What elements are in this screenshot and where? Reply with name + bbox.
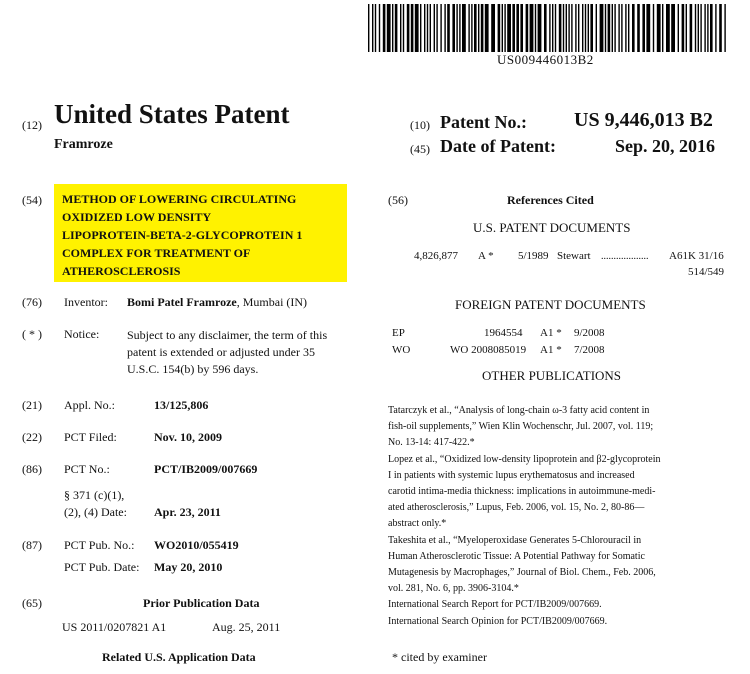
barcode-bar <box>526 4 529 52</box>
barcode-bar <box>498 4 501 52</box>
inventor-label: Inventor: <box>64 295 108 309</box>
barcode-bar <box>585 4 586 52</box>
publication-line: Human Atherosclerotic Tissue: A Potential Pathway for Somatic <box>388 550 645 562</box>
notice-label: Notice: <box>64 327 100 341</box>
barcode-bar <box>379 4 380 52</box>
pct-filed-code: (22) <box>22 430 42 444</box>
barcode-bar <box>578 4 579 52</box>
barcode-bar <box>491 4 495 52</box>
foreign-doc-country: EP <box>392 327 405 339</box>
barcode-bar <box>507 4 511 52</box>
barcode-bar <box>383 4 386 52</box>
barcode-bar <box>715 4 716 52</box>
barcode-bar <box>671 4 675 52</box>
barcode-bar <box>375 4 376 52</box>
notice-text <box>127 327 327 378</box>
foreign-doc-date: 7/2008 <box>574 344 605 356</box>
barcode-bar <box>459 4 460 52</box>
barcode-bar <box>481 4 484 52</box>
publication-line: International Search Opinion for PCT/IB2009/007669. <box>388 615 608 627</box>
us-doc-number: 4,826,877 <box>414 250 458 262</box>
foreign-doc-number: WO 2008085019 <box>450 344 527 356</box>
barcode-bar <box>704 4 705 52</box>
barcode-bar <box>632 4 635 52</box>
barcode-bar <box>678 4 679 52</box>
pct-number: PCT/IB2009/007669 <box>154 462 258 476</box>
pct-no-label: PCT No.: <box>64 462 110 476</box>
pct-pub-label: PCT Pub. No.: <box>64 538 135 552</box>
other-publications-list <box>388 403 661 630</box>
barcode-bar <box>628 4 629 52</box>
patent-number: US 9,446,013 B2 <box>574 109 713 131</box>
prior-pub-number: US 2011/0207821 A1 <box>62 620 167 634</box>
pct-pub-number: WO2010/055419 <box>154 538 239 552</box>
barcode-bar <box>504 4 505 52</box>
barcode-bar <box>420 4 421 52</box>
title-line: COMPLEX FOR TREATMENT OF <box>62 246 251 260</box>
foreign-doc-country: WO <box>392 344 411 356</box>
appl-label: Appl. No.: <box>64 398 115 412</box>
barcode-bar <box>452 4 455 52</box>
barcode-bar <box>485 4 489 52</box>
barcode-bar <box>549 4 550 52</box>
barcode-bar <box>407 4 410 52</box>
barcode-bar <box>478 4 479 52</box>
barcode-bar <box>563 4 564 52</box>
barcode-bar <box>719 4 722 52</box>
prior-pub-date: Aug. 25, 2011 <box>212 620 281 634</box>
barcode-bar <box>538 4 542 52</box>
us-patent-documents-heading: U.S. PATENT DOCUMENTS <box>473 220 631 235</box>
barcode-bar <box>657 4 661 52</box>
appl-code: (21) <box>22 398 42 412</box>
publication-line: vol. 281, No. 6, pp. 3906-3104.* <box>388 583 519 595</box>
us-doc-kind: A * <box>478 250 494 262</box>
publication-line: fish-oil supplements,” Wien Klin Wochenschr, Jul. 2007, vol. 119; <box>388 421 654 433</box>
pct-pub-date: May 20, 2010 <box>154 560 223 574</box>
publication-line: carotid intima-media thickness: implications in autoimmune-medi- <box>388 486 656 498</box>
barcode-bar <box>403 4 404 52</box>
publication-line: Mutagenesis by Macrophages,” Journal of Biol. Chem., Feb. 2006, <box>388 567 656 579</box>
s371-date: Apr. 23, 2011 <box>154 505 221 519</box>
barcode-bar <box>686 4 687 52</box>
barcode-bar <box>582 4 583 52</box>
pct-pub-code: (87) <box>22 538 42 552</box>
publication-line: abstract only.* <box>388 518 447 530</box>
kind-code-10: (10) <box>410 118 430 132</box>
publication-line: I in patients with systemic lupus erythematosus and increased <box>388 469 635 481</box>
inventor-location: , Mumbai (IN) <box>236 295 308 309</box>
barcode-bar <box>625 4 626 52</box>
barcode-bar <box>535 4 536 52</box>
document-type: United States Patent <box>54 99 290 129</box>
title-line: METHOD OF LOWERING CIRCULATING <box>62 192 297 206</box>
notice-line: U.S.C. 154(b) by 596 days. <box>127 362 259 376</box>
foreign-doc-date: 9/2008 <box>574 327 605 339</box>
barcode-bar <box>614 4 615 52</box>
barcode-bar <box>415 4 419 52</box>
s371-line2: (2), (4) Date: <box>64 505 127 519</box>
title-line: ATHEROSCLEROSIS <box>62 264 181 278</box>
barcode-bar <box>512 4 515 52</box>
barcode-bar <box>710 4 713 52</box>
barcode-bar <box>588 4 589 52</box>
publication-line: Lopez et al., “Oxidized low-density lipoprotein and β2-glycoprotein <box>388 453 661 465</box>
publication-line: ated atherosclerosis,” Lupus, Feb. 2006, vol. 15, No. 2, 80-86— <box>388 502 645 514</box>
prior-pub-code: (65) <box>22 596 42 610</box>
us-doc-date: 5/1989 <box>518 250 549 262</box>
barcode-bar <box>575 4 576 52</box>
barcode-bar <box>427 4 428 52</box>
barcode-bar <box>596 4 597 52</box>
kind-code-12: (12) <box>22 118 42 132</box>
barcode-bar <box>462 4 466 52</box>
barcode-bar <box>695 4 696 52</box>
kind-code-45: (45) <box>410 142 430 156</box>
title-code: (54) <box>22 193 42 207</box>
barcode-bar <box>447 4 450 52</box>
barcode-bar <box>600 4 604 52</box>
foreign-doc-kind: A1 * <box>540 327 562 339</box>
barcode-bar <box>612 4 613 52</box>
barcode-bar <box>516 4 519 52</box>
barcode-bar <box>666 4 670 52</box>
barcode-bar <box>440 4 441 52</box>
publication-line: No. 13-14: 417-422.* <box>388 437 475 449</box>
barcode-bar <box>590 4 593 52</box>
barcode-bar <box>400 4 401 52</box>
patent-title <box>62 190 302 280</box>
barcode-bar <box>430 4 431 52</box>
barcode-bar <box>530 4 534 52</box>
barcode-bar <box>698 4 699 52</box>
barcode-bar <box>544 4 547 52</box>
us-doc-leader-dots: ................... <box>601 251 649 262</box>
barcode-bar <box>444 4 445 52</box>
barcode-bar <box>372 4 373 52</box>
barcode-bar <box>471 4 472 52</box>
barcode-bar <box>653 4 654 52</box>
barcode-bar <box>387 4 391 52</box>
pct-pub-date-label: PCT Pub. Date: <box>64 560 140 574</box>
references-heading: References Cited <box>507 193 594 207</box>
related-application-heading: Related U.S. Application Data <box>102 650 256 664</box>
prior-pub-heading: Prior Publication Data <box>143 596 260 610</box>
barcode-bar <box>502 4 503 52</box>
date-of-patent-label: Date of Patent: <box>440 136 556 156</box>
barcode-bar <box>456 4 457 52</box>
inventor-field <box>127 295 307 310</box>
title-line: OXIDIZED LOW DENSITY <box>62 210 212 224</box>
inventor-short: Framroze <box>54 137 113 152</box>
references-code: (56) <box>388 193 408 207</box>
notice-line: patent is extended or adjusted under 35 <box>127 345 315 359</box>
barcode-bar <box>637 4 640 52</box>
barcode-bar <box>618 4 619 52</box>
barcode-bar <box>700 4 701 52</box>
publication-line: Tatarczyk et al., “Analysis of long-chain ω-3 fatty acid content in <box>388 405 650 416</box>
barcode-bar <box>568 4 569 52</box>
barcode-bar <box>621 4 622 52</box>
cited-by-examiner-note: * cited by examiner <box>392 650 487 664</box>
barcode-image <box>368 4 728 52</box>
barcode-bar <box>646 4 650 52</box>
foreign-doc-kind: A1 * <box>540 344 562 356</box>
date-of-patent: Sep. 20, 2016 <box>615 136 716 156</box>
us-doc-class: A61K 31/16 <box>669 250 724 262</box>
barcode-bar <box>368 4 369 52</box>
foreign-patent-documents-heading: FOREIGN PATENT DOCUMENTS <box>455 297 646 312</box>
barcode-bar <box>411 4 414 52</box>
notice-code: ( * ) <box>22 327 42 341</box>
barcode-bar <box>468 4 469 52</box>
barcode-number: US009446013B2 <box>497 52 594 67</box>
inventor-code: (76) <box>22 295 42 309</box>
barcode-bar <box>424 4 425 52</box>
barcode-bar <box>662 4 663 52</box>
us-doc-subclass: 514/549 <box>688 266 725 278</box>
barcode-bar <box>642 4 645 52</box>
barcode-bar <box>392 4 393 52</box>
patent-number-label: Patent No.: <box>440 112 527 132</box>
barcode-bar <box>395 4 398 52</box>
pct-filed-label: PCT Filed: <box>64 430 117 444</box>
barcode-bar <box>690 4 693 52</box>
barcode-bar <box>566 4 567 52</box>
pct-no-code: (86) <box>22 462 42 476</box>
barcode-bar <box>436 4 437 52</box>
s371-line1: § 371 (c)(1), <box>64 488 125 502</box>
barcode-bar <box>434 4 435 52</box>
barcode-bar <box>559 4 562 52</box>
barcode-bar <box>520 4 523 52</box>
notice-line: Subject to any disclaimer, the term of this <box>127 328 328 342</box>
barcode-bar <box>571 4 572 52</box>
title-line: LIPOPROTEIN-BETA-2-GLYCOPROTEIN 1 <box>62 228 303 242</box>
other-publications-heading: OTHER PUBLICATIONS <box>482 368 622 383</box>
pct-filed-date: Nov. 10, 2009 <box>154 430 223 444</box>
barcode-bar <box>682 4 685 52</box>
barcode-bar <box>707 4 708 52</box>
barcode-bar <box>724 4 725 52</box>
barcode-bar <box>605 4 606 52</box>
barcode-bar <box>552 4 553 52</box>
barcode-bar <box>474 4 477 52</box>
inventor-name: Bomi Patel Framroze <box>127 295 237 309</box>
barcode-bar <box>608 4 611 52</box>
foreign-doc-number: 1964554 <box>484 327 523 339</box>
barcode-bar <box>555 4 556 52</box>
publication-line: Takeshita et al., “Myeloperoxidase Generates 5-Chlorouracil in <box>388 534 642 546</box>
appl-number: 13/125,806 <box>154 398 209 412</box>
publication-line: International Search Report for PCT/IB2009/007669. <box>388 599 602 611</box>
us-doc-inventor: Stewart <box>557 250 591 262</box>
